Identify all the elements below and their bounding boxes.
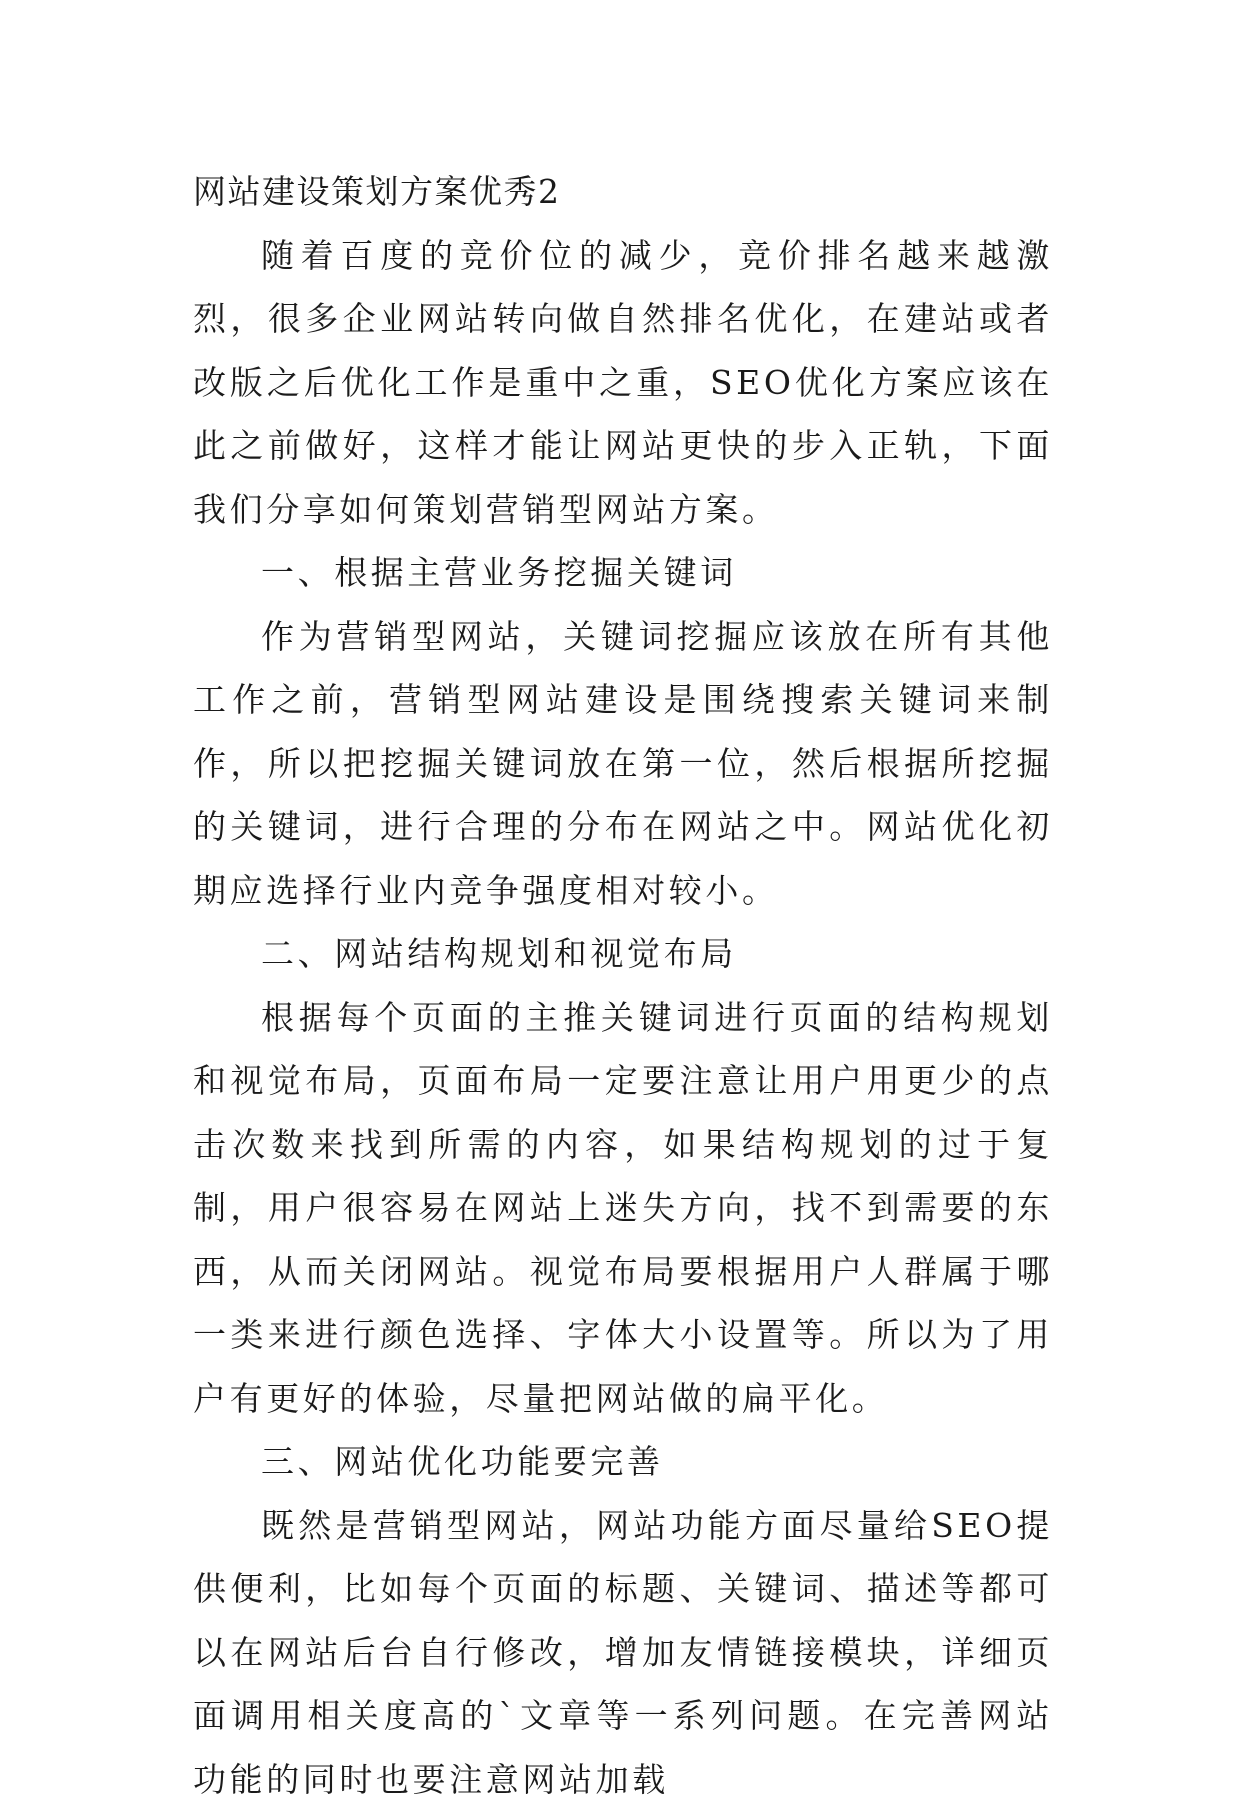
section-body-1: 作为营销型网站，关键词挖掘应该放在所有其他工作之前，营销型网站建设是围绕搜索关键词来制作，所以把挖掘关键词放在第一位，然后根据所挖掘的关键词，进行合理的分布在网站之中。网站优化初期应选择行业内竞争强度相对较小。 [193,605,1053,923]
document-body [193,160,1053,1811]
section-body-3: 既然是营销型网站，网站功能方面尽量给SEO提供便利，比如每个页面的标题、关键词、描述等都可以在网站后台自行修改，增加友情链接模块，详细页面调用相关度高的`文章等一系列问题。在完善网站功能的同时也要注意网站加载 [193,1494,1053,1811]
section-heading-1: 一、根据主营业务挖掘关键词 [193,541,1053,605]
section-heading-3: 三、网站优化功能要完善 [193,1430,1053,1494]
section-body-2: 根据每个页面的主推关键词进行页面的结构规划和视觉布局，页面布局一定要注意让用户用更少的点击次数来找到所需的内容，如果结构规划的过于复制，用户很容易在网站上迷失方向，找不到需要的东西，从而关闭网站。视觉布局要根据用户人群属于哪一类来进行颜色选择、字体大小设置等。所以为了用户有更好的体验，尽量把网站做的扁平化。 [193,986,1053,1431]
document-title: 网站建设策划方案优秀2 [193,160,1053,224]
section-heading-2: 二、网站结构规划和视觉布局 [193,922,1053,986]
intro-paragraph: 随着百度的竞价位的减少，竞价排名越来越激烈，很多企业网站转向做自然排名优化，在建站或者改版之后优化工作是重中之重，SEO优化方案应该在此之前做好，这样才能让网站更快的步入正轨，下面我们分享如何策划营销型网站方案。 [193,224,1053,542]
